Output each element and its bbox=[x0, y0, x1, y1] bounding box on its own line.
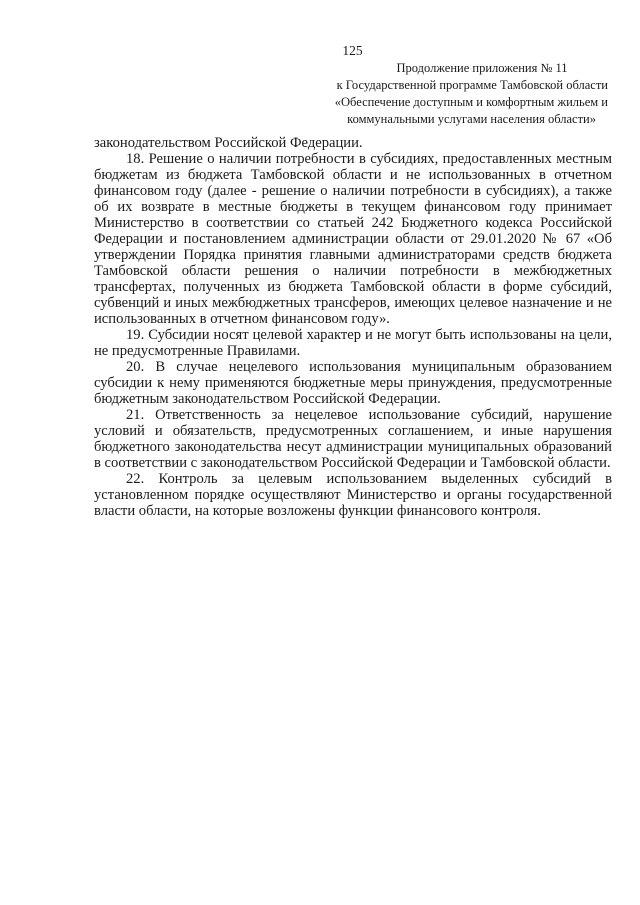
appendix-header bbox=[288, 60, 608, 128]
paragraph-21: 21. Ответственность за нецелевое использование субсидий, нарушение условий и обязательств, предусмотренных соглашением, и иные нарушения бюджетного законодательства несут администрации муниципальных образований в соответствии с законодательством Российской Федерации и Тамбовской области. bbox=[94, 407, 612, 471]
appendix-header-line-2: к Государственной программе Тамбовской области bbox=[336, 78, 608, 92]
paragraph-20: 20. В случае нецелевого использования муниципальным образованием субсидии к нему применяются бюджетные меры принуждения, предусмотренные бюджетным законодательством Российской Федерации. bbox=[94, 359, 612, 407]
document-body bbox=[94, 135, 612, 519]
appendix-header-line-4: коммунальными услугами населения области» bbox=[347, 112, 596, 126]
paragraph-22: 22. Контроль за целевым использованием выделенных субсидий в установленном порядке осуществляют Министерство и органы государственной власти области, на которые возложены функции финансового контроля. bbox=[94, 471, 612, 519]
paragraph-19: 19. Субсидии носят целевой характер и не могут быть использованы на цели, не предусмотренные Правилами. bbox=[94, 327, 612, 359]
appendix-header-line-3: «Обеспечение доступным и комфортным жильем и bbox=[334, 95, 608, 109]
page-number: 125 bbox=[342, 43, 363, 58]
paragraph-18: 18. Решение о наличии потребности в субсидиях, предоставленных местным бюджетам из бюджета Тамбовской области и не использованных в отчетном финансовом году (далее - решение о наличии потребности в субсидиях), а также об их возврате в местные бюджеты в текущем финансовом году принимает Министерство в соответствии со статьей 242 Бюджетного кодекса Российской Федерации и постановлением администрации области от 29.01.2020 № 67 «Об утверждении Порядка принятия главными администраторами средств бюджета Тамбовской области решения о наличии потребности в межбюджетных трансфертах, полученных из бюджета Тамбовской области в форме субсидий, субвенций и иных межбюджетных трансферов, имеющих целевое назначение и не использованных в отчетном финансовом году». bbox=[94, 151, 612, 327]
appendix-header-line-1: Продолжение приложения № 11 bbox=[396, 61, 568, 75]
paragraph-continuation: законодательством Российской Федерации. bbox=[94, 135, 363, 151]
